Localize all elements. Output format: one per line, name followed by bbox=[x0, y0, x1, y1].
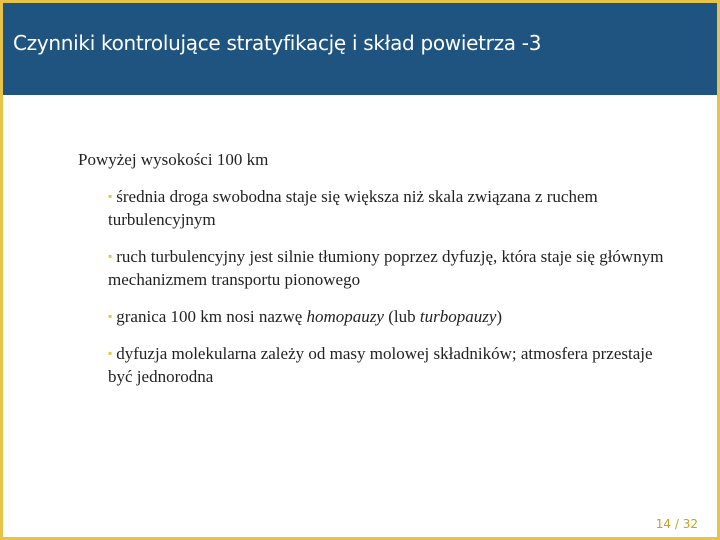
bullet-text-mid: (lub bbox=[383, 307, 420, 326]
bullet-square-icon: ▪ bbox=[108, 189, 113, 203]
bullet-list bbox=[108, 185, 678, 402]
bullet-item bbox=[108, 305, 678, 328]
bullet-text: średnia droga swobodna staje się większa niż skala związana z ruchem turbulencyjnym bbox=[108, 187, 598, 229]
bullet-text: ruch turbulencyjny jest silnie tłumiony poprzez dyfuzję, która staje się głównym mechanizmem transportu pionowego bbox=[108, 247, 664, 289]
bullet-text: dyfuzja molekularna zależy od masy molowej składników; atmosfera przestaje być jednorodna bbox=[108, 344, 653, 386]
bullet-square-icon: ▪ bbox=[108, 309, 113, 323]
bullet-square-icon: ▪ bbox=[108, 249, 113, 263]
term-turbopause: turbopauzy bbox=[419, 307, 497, 326]
bullet-text-post: ) bbox=[496, 307, 503, 326]
bullet-item bbox=[108, 342, 678, 388]
page-number: 14 / 32 bbox=[655, 517, 698, 531]
bullet-square-icon: ▪ bbox=[108, 346, 113, 360]
slide-title: Czynniki kontrolujące stratyfikację i skład powietrza -3 bbox=[13, 31, 542, 55]
bullet-item bbox=[108, 185, 678, 231]
intro-text: Powyżej wysokości 100 km bbox=[78, 150, 269, 169]
bullet-item bbox=[108, 245, 678, 291]
bullet-text-pre: granica 100 km nosi nazwę bbox=[116, 307, 307, 326]
title-bar bbox=[3, 3, 717, 95]
term-homopause: homopauzy bbox=[306, 307, 384, 326]
